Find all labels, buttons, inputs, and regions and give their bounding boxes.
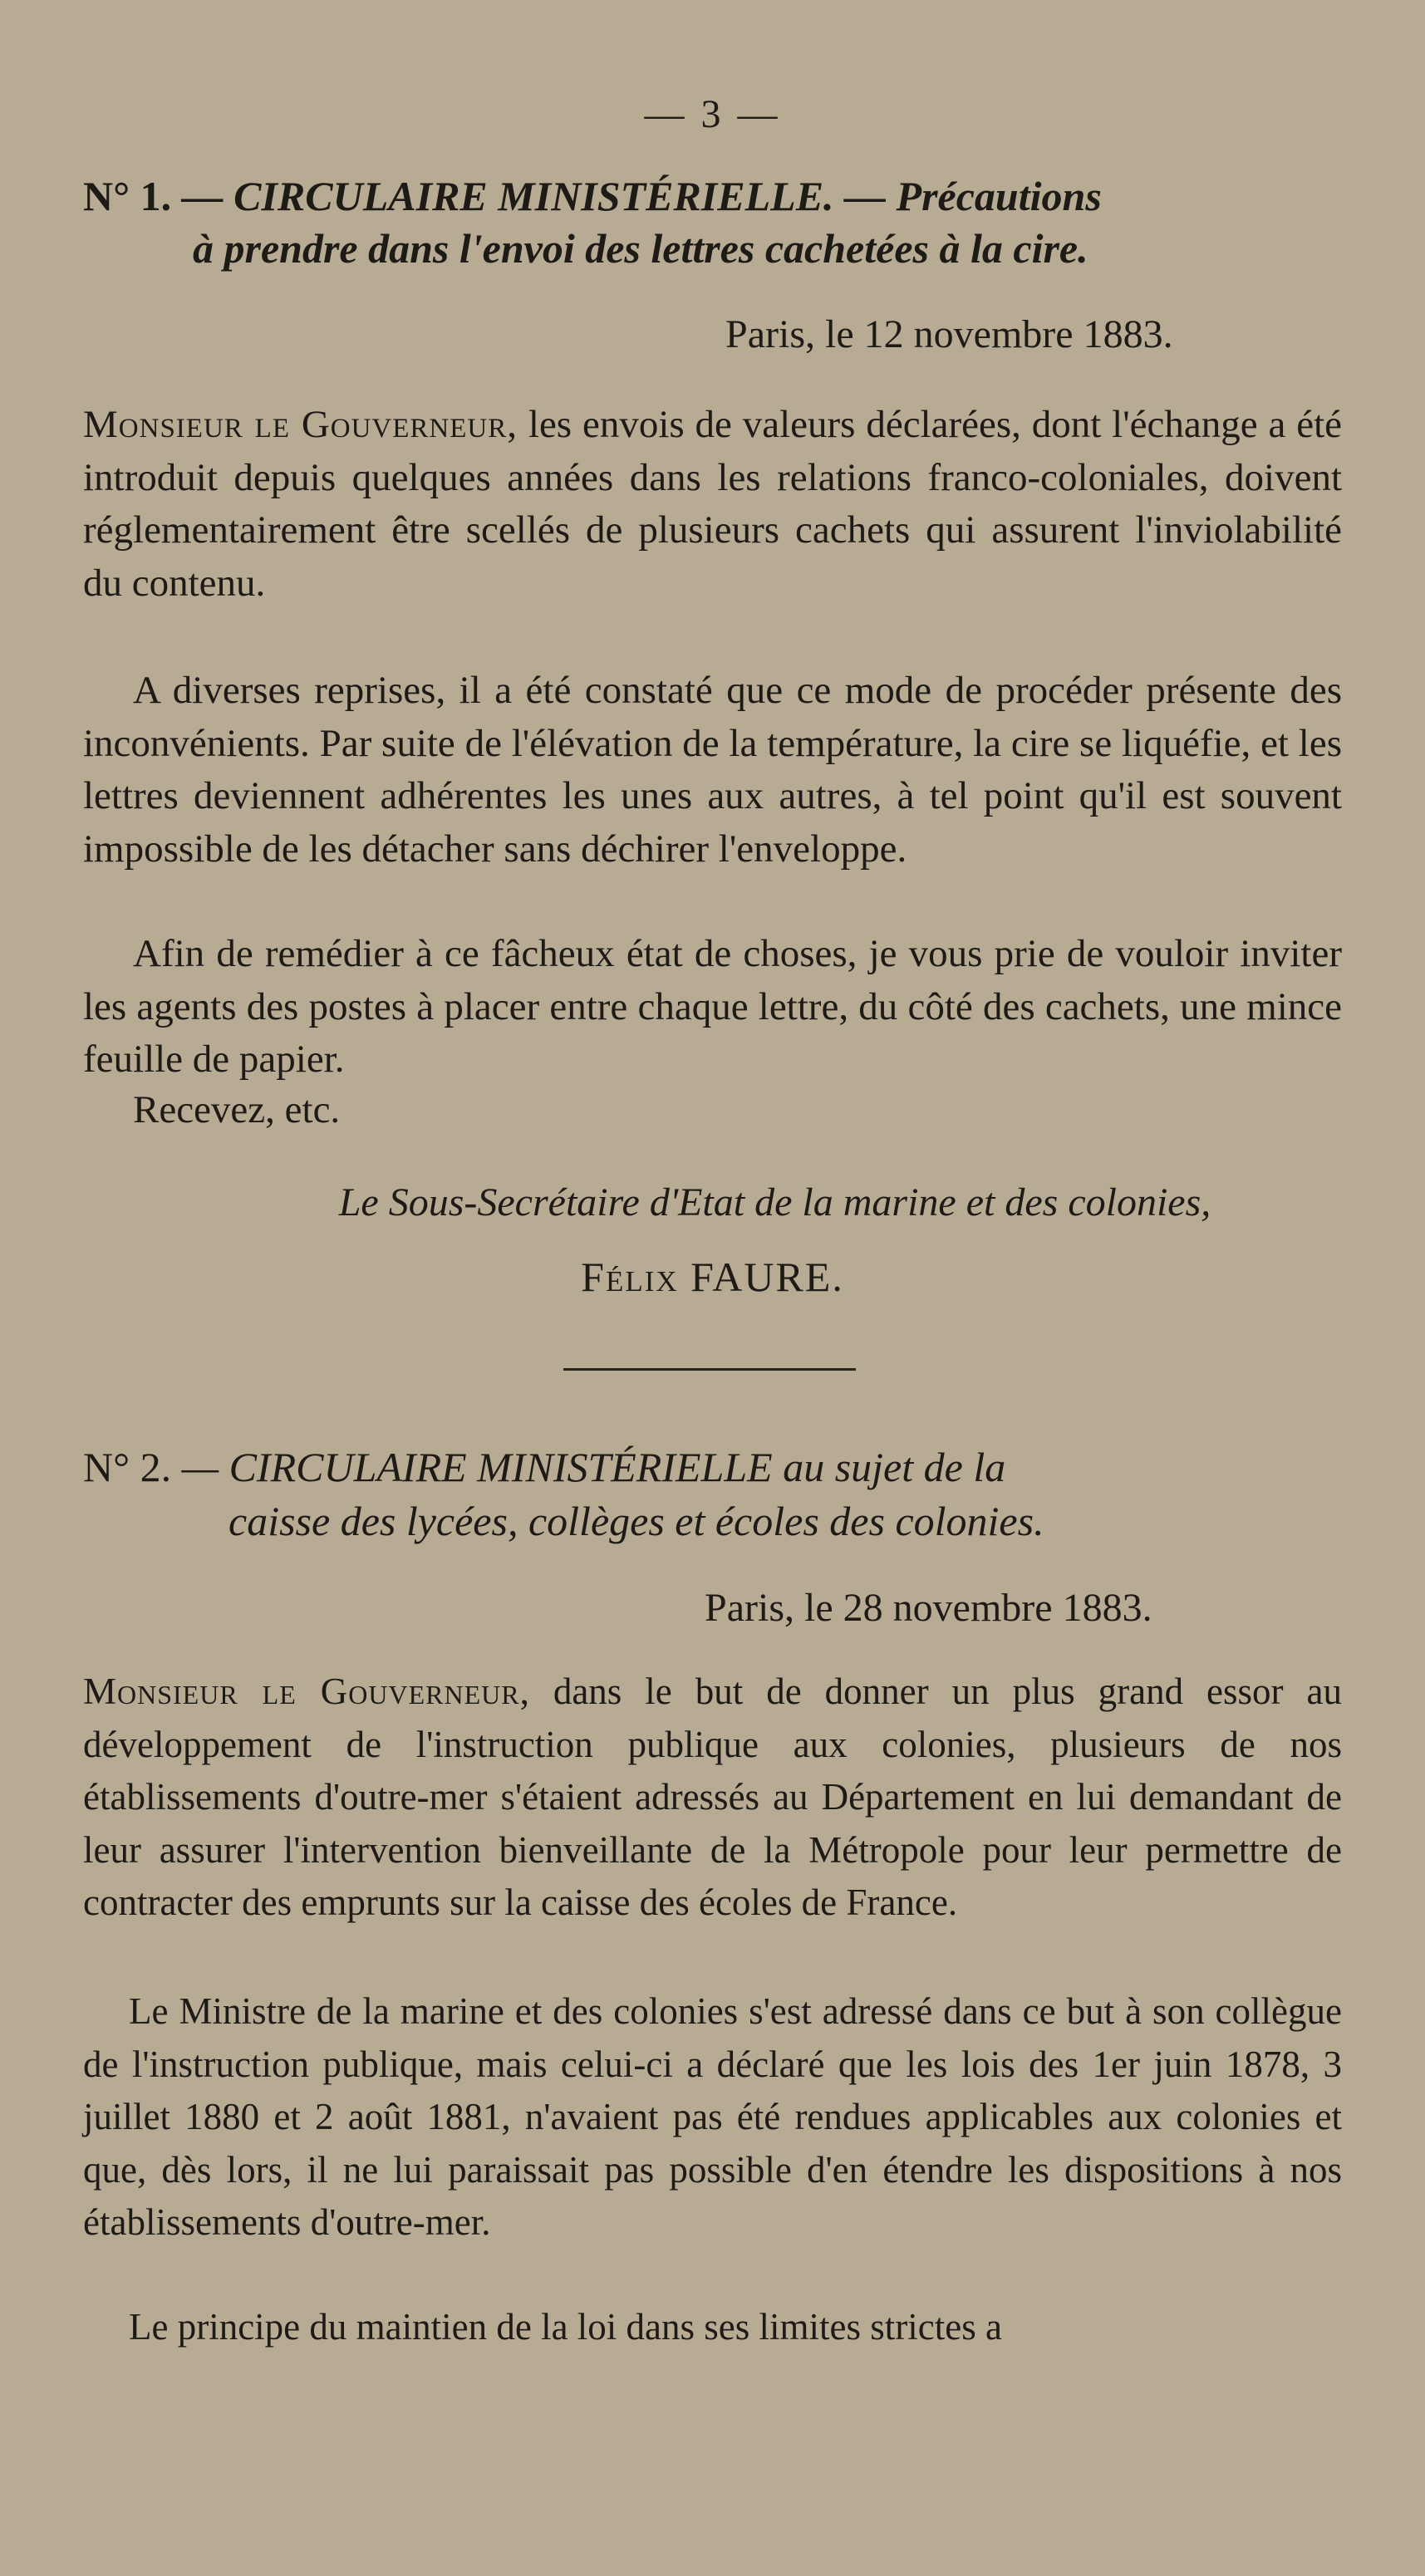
circular-2-paragraph-1	[83, 1666, 1342, 1930]
circular-1-paragraph-2: A diverses reprises, il a été constaté que ce mode de procéder présente des inconvénients. Par suite de l'élévation de la température, la cire se liquéfie, et les lettres deviennent adhérentes les unes aux autres, à tel point qu'il est souvent impossible de les détacher sans déchirer l'enveloppe.	[83, 669, 1342, 871]
circular-1-paragraph-1	[83, 399, 1342, 610]
circular-2-number: N° 2.	[83, 1444, 172, 1490]
circular-1-signatory-first: Félix	[581, 1254, 679, 1300]
circular-1-closing: Recevez, etc.	[133, 1088, 341, 1131]
circular-2-heading-line-1	[83, 1441, 1005, 1493]
circular-2-paragraph-3: Le principe du maintien de la loi dans ses limites strictes a	[129, 2306, 1002, 2348]
circular-1-signatory-last: FAURE.	[690, 1254, 844, 1300]
circular-1-heading-line-1	[83, 170, 1102, 222]
circular-2-dateline: Paris, le 28 novembre 1883.	[705, 1586, 1152, 1630]
circular-1-paragraph-3: Afin de remédier à ce fâcheux état de choses, je vous prie de vouloir inviter les agents des postes à placer entre chaque lettre, du côté des cachets, une mince feuille de papier.	[83, 932, 1342, 1081]
circular-1-heading-line-2: à prendre dans l'envoi des lettres cachetées à la cire.	[193, 225, 1088, 272]
circular-1-number: N° 1.	[83, 173, 172, 219]
circular-2-salutation: Monsieur le Gouverneur,	[83, 1671, 530, 1712]
circular-1-dateline: Paris, le 12 novembre 1883.	[725, 312, 1173, 356]
circular-1-title: — CIRCULAIRE MINISTÉRIELLE. — Précautions	[181, 173, 1102, 219]
circular-1-signatory-name	[0, 1253, 1425, 1301]
circular-1-paragraph-1-text: les envois de valeurs déclarées, dont l'échange a été introduit depuis quelques années dans les relations franco-coloniales, doivent réglementairement être scellés de plusieurs cachets qui assurent l'inviolabilité du contenu.	[83, 403, 1342, 605]
section-divider	[563, 1368, 856, 1371]
circular-2-paragraph-1-text: dans le but de donner un plus grand essor au développement de l'instruction publique aux colonies, plusieurs de nos établissements d'outre-mer s'étaient adressés au Département en lui demandant de leur assurer l'intervention bienveillante de la Métropole pour leur permettre de contracter des emprunts sur la caisse des écoles de France.	[83, 1671, 1342, 1923]
page-number: — 3 —	[644, 92, 781, 136]
circular-2-heading-line-2: caisse des lycées, collèges et écoles des colonies.	[228, 1498, 1044, 1544]
circular-1-signatory-title: Le Sous-Secrétaire d'Etat de la marine et des colonies,	[338, 1180, 1211, 1224]
circular-1-salutation: Monsieur le Gouverneur,	[83, 403, 518, 446]
circular-2-title: — CIRCULAIRE MINISTÉRIELLE au sujet de la	[181, 1444, 1006, 1490]
circular-2-paragraph-2: Le Ministre de la marine et des colonies s'est adressé dans ce but à son collègue de l'instruction publique, mais celui-ci a déclaré que les lois des 1er juin 1878, 3 juillet 1880 et 2 août 1881, n'avaient pas été rendues applicables aux colonies et que, dès lors, il ne lui paraissait pas possible d'en étendre les dispositions à nos établissements d'outre-mer.	[83, 1990, 1342, 2243]
